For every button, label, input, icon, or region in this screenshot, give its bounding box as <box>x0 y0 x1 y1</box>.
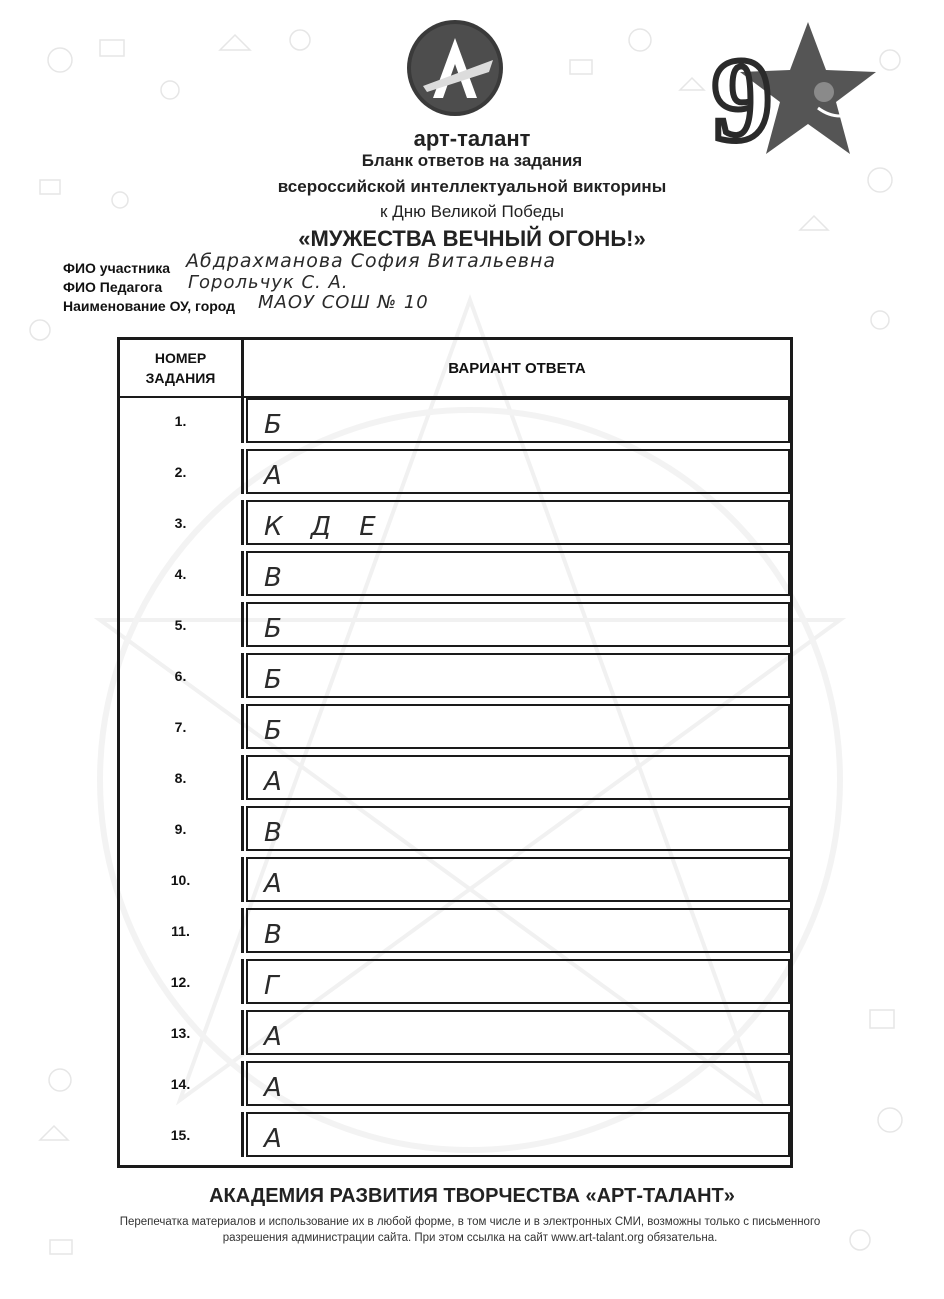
answer-cell <box>246 551 790 596</box>
task-number: 14. <box>120 1061 244 1106</box>
task-number: 11. <box>120 908 244 953</box>
answer-value: А <box>264 869 292 899</box>
table-row <box>120 806 790 851</box>
answer-cell <box>246 959 790 1004</box>
participant-value: Абдрахманова София Витальевна <box>186 250 557 272</box>
answer-cell <box>246 806 790 851</box>
column-header-answer: ВАРИАНТ ОТВЕТА <box>448 359 586 377</box>
table-row <box>120 551 790 596</box>
answer-value: К Д Е <box>264 512 386 542</box>
task-number: 12. <box>120 959 244 1004</box>
task-number: 1. <box>120 398 244 443</box>
table-row <box>120 500 790 545</box>
art-talant-logo <box>403 16 507 120</box>
teacher-value: Горольчук С. А. <box>188 272 349 293</box>
sheet-title: Бланк ответов на задания <box>361 151 583 170</box>
answer-value: В <box>264 818 292 848</box>
badge-numeral: 9 <box>712 33 772 162</box>
table-row <box>120 1112 790 1157</box>
table-row <box>120 398 790 443</box>
brand-name: арт-талант <box>413 126 531 151</box>
task-number: 4. <box>120 551 244 596</box>
answer-cell <box>246 1010 790 1055</box>
answer-cell <box>246 1061 790 1106</box>
answer-table <box>117 337 793 1168</box>
answer-cell <box>246 908 790 953</box>
answer-value: Б <box>264 716 292 746</box>
table-row <box>120 959 790 1004</box>
table-row <box>120 449 790 494</box>
school-label: Наименование ОУ, город <box>63 298 236 314</box>
table-row <box>120 908 790 953</box>
task-number: 6. <box>120 653 244 698</box>
answer-value: Б <box>264 410 292 440</box>
answer-cell <box>246 653 790 698</box>
participant-label: ФИО участника <box>63 260 170 276</box>
answer-cell <box>246 449 790 494</box>
quiz-title: «МУЖЕСТВА ВЕЧНЫЙ ОГОНЬ!» <box>298 226 646 251</box>
table-row <box>120 1061 790 1106</box>
answer-value: В <box>264 563 292 593</box>
answer-value: В <box>264 920 292 950</box>
table-header <box>120 340 790 398</box>
answer-value: А <box>264 767 292 797</box>
answer-value: А <box>264 1022 292 1052</box>
answer-cell <box>246 704 790 749</box>
answer-cell <box>246 602 790 647</box>
task-number: 9. <box>120 806 244 851</box>
sheet-subtitle: всероссийской интеллектуальной викторины <box>277 177 667 196</box>
answer-value: Г <box>264 971 289 1001</box>
teacher-label: ФИО Педагога <box>63 279 163 295</box>
answer-value: Б <box>264 665 292 695</box>
answer-cell <box>246 398 790 443</box>
answer-value: А <box>264 1124 292 1154</box>
task-number: 8. <box>120 755 244 800</box>
answer-value: А <box>264 461 292 491</box>
answer-value: Б <box>264 614 292 644</box>
answer-value: А <box>264 1073 292 1103</box>
table-row <box>120 653 790 698</box>
task-number: 15. <box>120 1112 244 1157</box>
task-number: 3. <box>120 500 244 545</box>
occasion-line: к Дню Великой Победы <box>380 202 564 221</box>
table-row <box>120 755 790 800</box>
footer-title: АКАДЕМИЯ РАЗВИТИЯ ТВОРЧЕСТВА «АРТ-ТАЛАНТ» <box>209 1185 735 1207</box>
column-header-number: НОМЕР ЗАДАНИЯ <box>120 340 244 396</box>
task-number: 13. <box>120 1010 244 1055</box>
answer-cell <box>246 500 790 545</box>
table-row <box>120 602 790 647</box>
table-row <box>120 857 790 902</box>
task-number: 10. <box>120 857 244 902</box>
task-number: 7. <box>120 704 244 749</box>
school-value: МАОУ СОШ № 10 <box>258 292 429 313</box>
answer-cell <box>246 755 790 800</box>
task-number: 2. <box>120 449 244 494</box>
answer-cell <box>246 857 790 902</box>
table-row <box>120 1010 790 1055</box>
task-number: 5. <box>120 602 244 647</box>
answer-cell <box>246 1112 790 1157</box>
footer-note: Перепечатка материалов и использование их в любой форме, в том числе и в электронных СМИ, возможны только с письменного разрешения администрации сайта. При этом ссылка на сайт www.art-talant.org обязательна. <box>119 1216 821 1244</box>
table-row <box>120 704 790 749</box>
